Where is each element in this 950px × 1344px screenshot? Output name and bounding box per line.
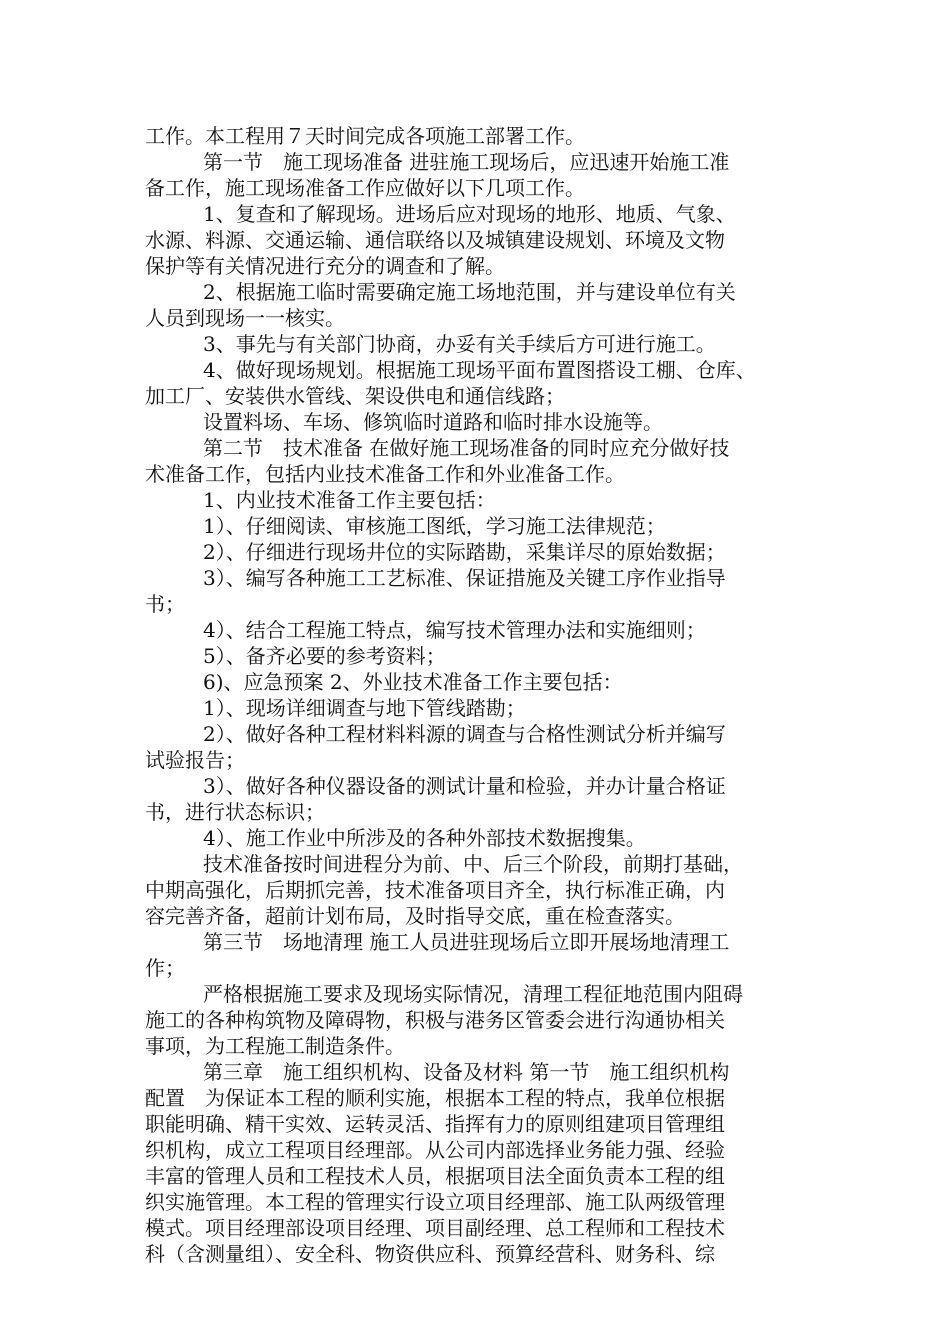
text-line: 术准备工作，包括内业技术准备工作和外业准备工作。: [145, 462, 625, 486]
text-line: 保护等有关情况进行充分的调查和了解。: [145, 254, 505, 278]
text-line: 1、复查和了解现场。进场后应对现场的地形、地质、气象、: [203, 202, 736, 226]
text-line: 容完善齐备，超前计划布局，及时指导交底，重在检查落实。: [145, 904, 685, 928]
text-line: 3）、编写各种施工工艺标准、保证措施及关键工序作业指导: [203, 566, 726, 590]
text-line: 1、内业技术准备工作主要包括：: [203, 488, 496, 512]
text-line: 2）、仔细进行现场井位的实际踏勘，采集详尽的原始数据；: [203, 540, 726, 564]
text-line: 织机构，成立工程项目经理部。从公司内部选择业务能力强、经验: [145, 1138, 725, 1162]
text-line: 4）、施工作业中所涉及的各种外部技术数据搜集。: [203, 826, 646, 850]
text-line: 6)、应急预案 2、外业技术准备工作主要包括：: [203, 670, 623, 694]
text-line: 技术准备按时间进程分为前、中、后三个阶段，前期打基础，: [203, 852, 743, 876]
text-line: 设置料场、车场、修筑临时道路和临时排水设施等。: [203, 410, 663, 434]
text-line: 第三节 场地清理 施工人员进驻现场后立即开展场地清理工: [203, 930, 730, 954]
text-line: 工作。本工程用７天时间完成各项施工部署工作。: [145, 124, 585, 148]
document-body: [145, 123, 815, 1267]
text-line: 水源、料源、交通运输、通信联络以及城镇建设规划、环境及文物: [145, 228, 725, 252]
text-line: 4）、结合工程施工特点，编写技术管理办法和实施细则；: [203, 618, 706, 642]
text-line: 3、事先与有关部门协商，办妥有关手续后方可进行施工。: [203, 332, 716, 356]
text-line: 科（含测量组）、安全科、物资供应科、预算经营科、财务科、综: [145, 1242, 715, 1266]
text-line: 2、根据施工临时需要确定施工场地范围，并与建设单位有关: [203, 280, 736, 304]
text-line: 备工作，施工现场准备工作应做好以下几项工作。: [145, 176, 585, 200]
text-line: 第一节 施工现场准备 进驻施工现场后，应迅速开始施工准: [203, 150, 730, 174]
text-line: 5）、备齐必要的参考资料；: [203, 644, 446, 668]
text-line: 作；: [145, 956, 185, 980]
text-line: 第三章 施工组织机构、设备及材料 第一节 施工组织机构: [203, 1060, 730, 1084]
text-line: 书；: [145, 592, 185, 616]
text-line: 职能明确、精干实效、运转灵活、指挥有力的原则组建项目管理组: [145, 1112, 725, 1136]
text-line: 模式。项目经理部设项目经理、项目副经理、总工程师和工程技术: [145, 1216, 725, 1240]
text-line: 2）、做好各种工程材料料源的调查与合格性测试分析并编写: [203, 722, 726, 746]
text-line: 配置 为保证本工程的顺利实施，根据本工程的特点，我单位根据: [145, 1086, 725, 1110]
text-line: 试验报告；: [145, 748, 245, 772]
text-line: 施工的各种构筑物及障碍物，积极与港务区管委会进行沟通协相关: [145, 1008, 725, 1032]
text-line: 3）、做好各种仪器设备的测试计量和检验，并办计量合格证: [203, 774, 726, 798]
text-line: 1）、现场详细调查与地下管线踏勘；: [203, 696, 526, 720]
text-line: 织实施管理。本工程的管理实行设立项目经理部、施工队两级管理: [145, 1190, 725, 1214]
text-line: 第二节 技术准备 在做好施工现场准备的同时应充分做好技: [203, 436, 730, 460]
text-line: 人员到现场一一核实。: [145, 306, 345, 330]
text-line: 1）、仔细阅读、审核施工图纸，学习施工法律规范；: [203, 514, 666, 538]
text-line: 中期高强化，后期抓完善，技术准备项目齐全，执行标准正确，内: [145, 878, 725, 902]
text-line: 加工厂、安装供水管线、架设供电和通信线路；: [145, 384, 565, 408]
text-line: 书，进行状态标识；: [145, 800, 325, 824]
text-line: 4、做好现场规划。根据施工现场平面布置图搭设工棚、仓库、: [203, 358, 756, 382]
text-line: 严格根据施工要求及现场实际情况，清理工程征地范围内阻碍: [203, 982, 743, 1006]
text-line: 事项，为工程施工制造条件。: [145, 1034, 405, 1058]
text-line: 丰富的管理人员和工程技术人员，根据项目法全面负责本工程的组: [145, 1164, 725, 1188]
